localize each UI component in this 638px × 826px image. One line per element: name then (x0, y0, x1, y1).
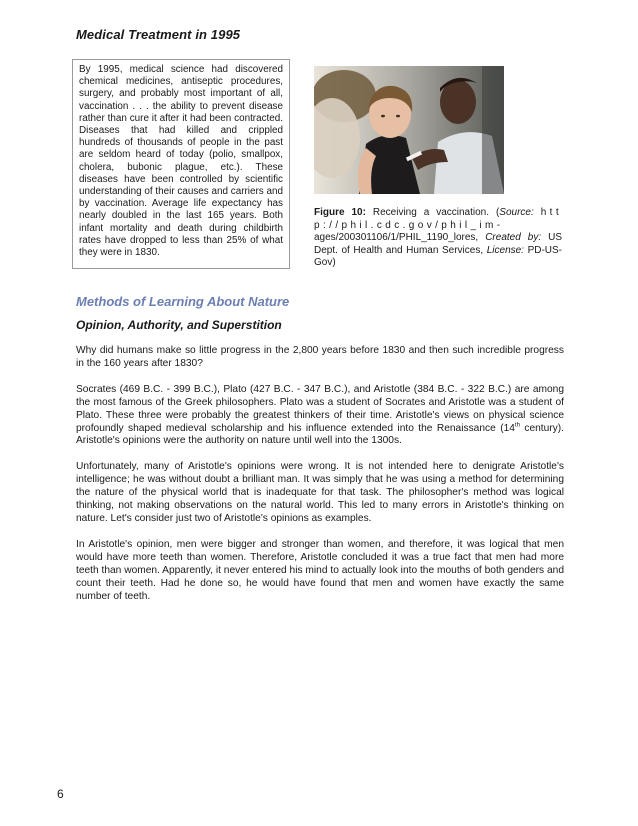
created-value: US Dept. of Health and Human Services, (314, 232, 562, 256)
source-url-part2: ages/200301106/1/PHIL_1190_lores, (314, 232, 479, 244)
paragraph-2 (76, 384, 564, 449)
section-title: Methods of Learning About Nature (76, 294, 290, 309)
paragraph-1: Why did humans make so little progress in the 2,800 years before 1830 and then such incredible progress in the 160 years after 1830? (76, 345, 564, 369)
sidebar-box (72, 59, 290, 269)
paragraph-3: Unfortunately, many of Aristotle's opinions were wrong. It is not intended here to denigrate Aristotle's intelligence; he was without doubt a brilliant man. It was simply that he was using a method for determining the nature of the physical world that is inadequate for that task. The philosopher's method was logical thinking, not making observations on the natural world. This led to many errors in Aristotle's thinking on nature. Let's consider just two of Aristotle's opinions as examples. (76, 461, 564, 524)
vaccination-photo-image (314, 66, 504, 194)
figure-caption: Figure 10: Receiving a vaccination. (Source: http://phil.cdc.gov/phil_im-ages/200301106/1/PHIL_1190_lores, Created by: US Dept. of Health and Human Services, License: PD-US-Gov) (314, 207, 563, 269)
paragraph-2-end: century). Aristotle's opinions were the authority on nature until well into the 1300s. (76, 422, 564, 447)
paragraph-2-start: Socrates (469 B.C. - 399 B.C.), Plato (427 B.C. - 347 B.C.), and Aristotle (384 B.C. - 322 B.C.) are among the most famous of the Greek philosophers. Plato was a student of Socrates and Aristotle was a student of Plato. These three were probably the greatest thinkers of their time. Aristotle's views on physical science profoundly shaped medieval scholarship and his influence extended into the Renaissance (14 (76, 383, 564, 434)
source-url-part1: http://phil.cdc.gov/phil_im- (314, 207, 563, 231)
superscript-th: th (514, 422, 520, 429)
page-number: 6 (57, 787, 64, 801)
sidebar-text: By 1995, medical science had discovered chemical medicines, antiseptic procedures, surgery, and probably most important of all, vaccination . . . the ability to prevent disease rather than cure it after it had been contracted. Diseases that had killed and crippled hundreds of thousands of people in the past are seldom heard of today (polio, smallpox, cholera, bubonic plague, etc.). These diseases have been controlled by scientific understanding of their causes and carriers and by vaccination. Average life expectancy has nearly doubled in the last 165 years. Both infant mortality and death during childbirth rates have dropped to less than 25% of what they were in 1830. (79, 64, 283, 259)
vaccination-photo (314, 66, 504, 194)
source-label: Source: (499, 207, 534, 218)
license-value: PD-US-Gov) (314, 244, 563, 269)
license-label: License: (486, 244, 524, 256)
paragraph-4: In Aristotle's opinion, men were bigger and stronger than women, and therefore, it was logical that men would have more teeth than women. Therefore, Aristotle concluded it was a true fact that men had more teeth than women. Apparently, it never entered his mind to actually look into the mouths of both genders and count their teeth. Had he done so, he would have found that men and women have exactly the same number of teeth. (76, 538, 564, 602)
page-title: Medical Treatment in 1995 (76, 27, 241, 42)
body-text (76, 345, 564, 616)
figure-caption-text: Receiving a vaccination. (372, 207, 490, 218)
figure-label: Figure 10: (314, 207, 366, 218)
created-label: Created by: (485, 232, 542, 244)
subsection-title: Opinion, Authority, and Superstition (76, 318, 282, 332)
